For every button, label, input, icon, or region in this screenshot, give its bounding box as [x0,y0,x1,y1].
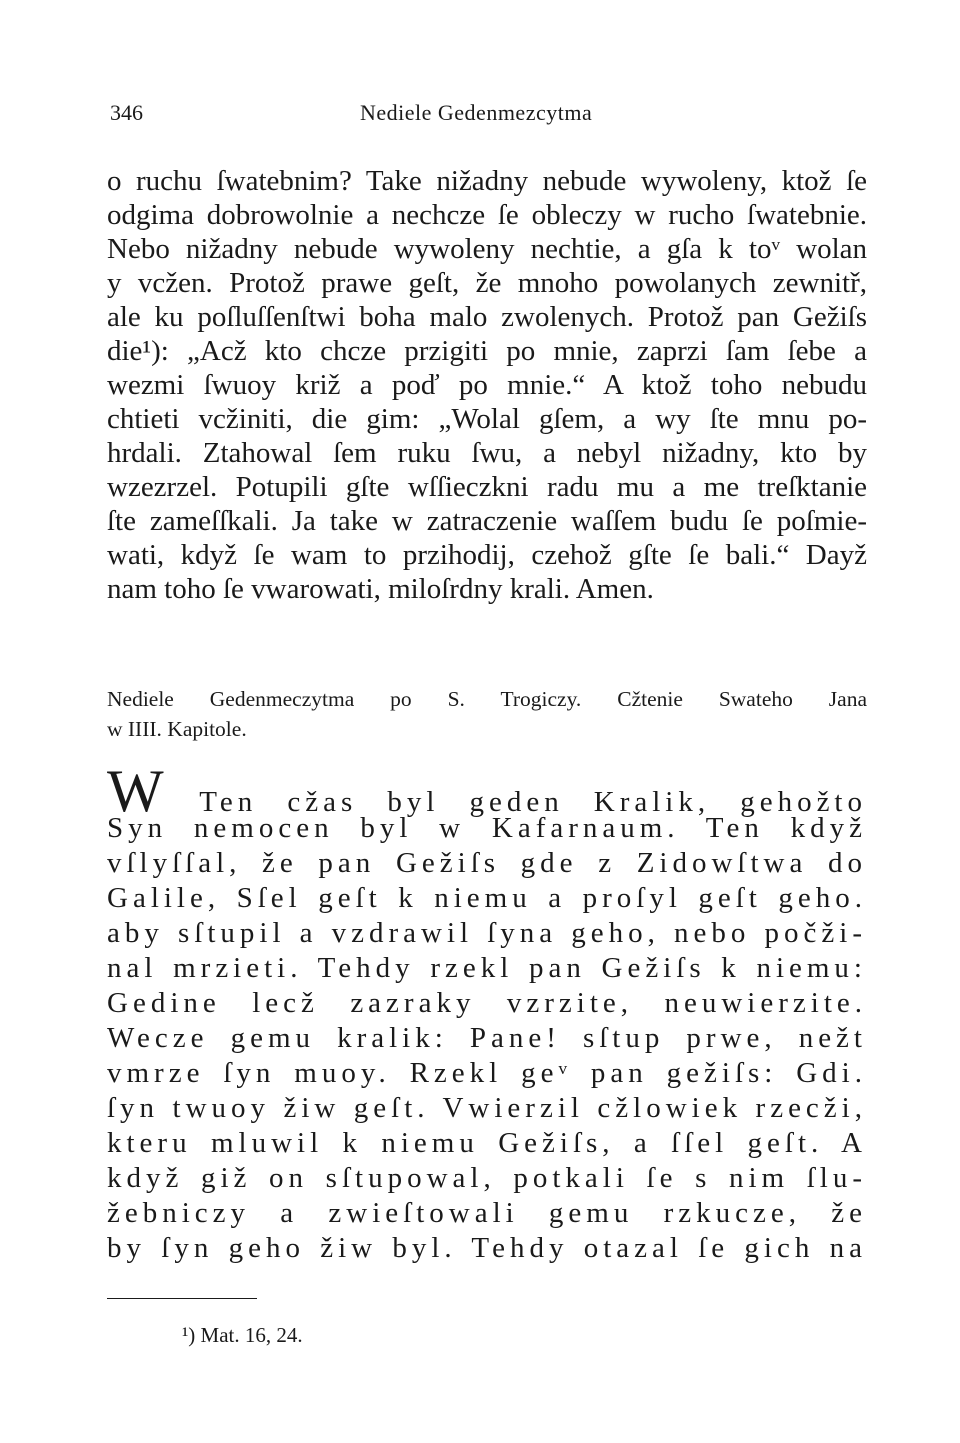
gospel-line: vmrze ſyn muoy. Rzekl geᵛ pan gežiſs: Gdi. [107,1057,867,1089]
text-line: wati, když ſe wam to przihodij, czehož gſte ſe bali.“ Dayž [107,539,867,571]
gospel-line: kteru mluwil k niemu Gežiſs, a ſſel geſt. A [107,1127,867,1159]
sermon-text [107,164,867,606]
gospel-line: by ſyn geho žiw byl. Tehdy otazal ſe gich na [107,1232,867,1264]
text-line: odgima dobrowolnie a nechcze ſe obleczy w rucho ſwatebnie. [107,199,867,231]
footnote-divider [107,1298,257,1299]
text-line: ſte zameſſkali. Ja take w zatraczenie waſſem budu ſe poſmie- [107,505,867,537]
text-line: y vcžen. Protož prawe geſt, že mnoho powolanych zewnitř, [107,267,867,299]
text-line: die¹): „Acž kto chcze przigiti po mnie, zaprzi ſam ſebe a [107,335,867,367]
text-line: hrdali. Ztahowal ſem ruku ſwu, a nebyl nižadny, kto by [107,437,867,469]
page-number: 346 [110,100,143,125]
section-heading [107,684,867,744]
text-line: Nebo nižadny nebude wywoleny nechtie, a gſa k toᵛ wolan [107,233,867,265]
running-title: Nediele Gedenmezcytma [360,100,593,125]
heading-line: w IIII. Kapitole. [107,717,247,741]
gospel-first-line [107,758,867,824]
gospel-line: nal mrzieti. Tehdy rzekl pan Gežiſs k niemu: [107,952,867,984]
gospel-line: ſyn twuoy žiw geſt. Vwierzil cžlowiek rzecži, [107,1092,867,1124]
gospel-line: aby sſtupil a vzdrawil ſyna geho, nebo počži- [107,917,867,949]
gospel-line: vſlyſſal, že pan Gežiſs gde z Zidowſtwa do [107,847,867,879]
gospel-line: Wecze gemu kralik: Pane! sſtup prwe, nežt [107,1022,867,1054]
gospel-line: žebniczy a zwieſtowali gemu rzkucze, že [107,1197,867,1229]
text-line: nam toho ſe vwarowati, miloſrdny krali. Amen. [107,573,654,605]
text-line: ale ku poſluſſenſtwi boha malo zwolenych. Protož pan Gežiſs [107,301,867,333]
gospel-line: Syn nemocen byl w Kafarnaum. Ten když [107,812,867,844]
drop-cap: W [107,758,170,824]
footnote: ¹) Mat. 16, 24. [182,1323,303,1347]
page-header [110,100,850,130]
text-line: o ruchu ſwatebnim? Take nižadny nebude wywoleny, ktož ſe [107,165,867,197]
text-line: chtieti vcžiniti, die gim: „Wolal gſem, a wy ſte mnu po- [107,403,867,435]
text-line: wzezrzel. Potupili gſte wſſieczkni radu mu a me treſktanie [107,471,867,503]
gospel-text [107,758,867,1266]
gospel-line: Gedine lecž zazraky vzrzite, neuwierzite. [107,987,867,1019]
text-line: wezmi ſwuoy križ a poď po mnie.“ A ktož toho nebudu [107,369,867,401]
heading-line: Nediele Gedenmeczytma po S. Trogiczy. Cžtenie Swateho Jana [107,687,867,711]
gospel-first-line-text: Ten cžas byl geden Kralik, gehožto [199,786,867,818]
gospel-line: když giž on sſtupowal, potkali ſe s nim ſlu- [107,1162,867,1194]
gospel-line: Galile, Sſel geſt k niemu a proſyl geſt geho. [107,882,867,914]
